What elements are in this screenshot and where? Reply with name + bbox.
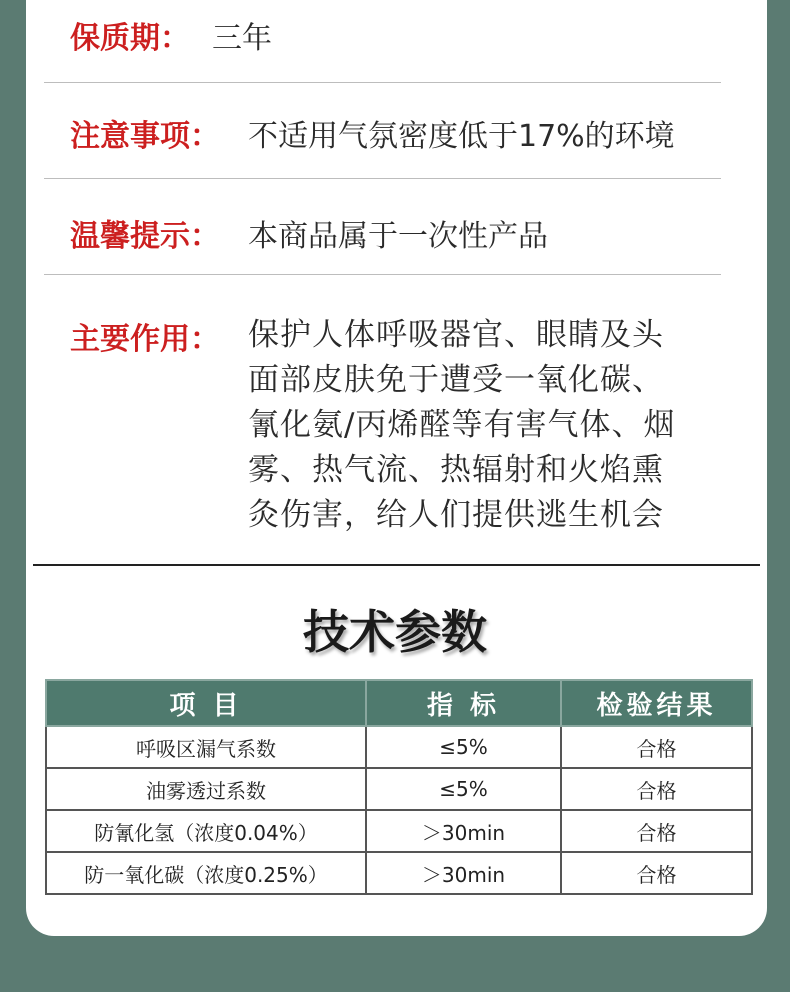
cell-indicator: ≤5% xyxy=(366,726,561,768)
usage-line: 灸伤害，给人们提供逃生机会 xyxy=(248,497,664,533)
section-title: 技术参数 xyxy=(303,605,487,659)
cell-item: 油雾透过系数 xyxy=(46,768,366,810)
table-row xyxy=(46,768,752,810)
header-indicator: 指 标 xyxy=(366,680,561,726)
usage-label: 主要作用： xyxy=(70,322,220,357)
divider xyxy=(44,274,721,275)
tip-value: 本商品属于一次性产品 xyxy=(248,219,548,254)
cell-indicator: ＞30min xyxy=(366,852,561,894)
header-item: 项 目 xyxy=(46,680,366,726)
table-row xyxy=(46,852,752,894)
usage-line: 氰化氨/丙烯醛等有害气体、烟 xyxy=(248,407,676,443)
cell-result: 合格 xyxy=(561,768,752,810)
notice-label: 注意事项： xyxy=(70,119,220,154)
usage-line: 雾、热气流、热辐射和火焰熏 xyxy=(248,452,664,488)
cell-item: 防氰化氢（浓度0.04%） xyxy=(46,810,366,852)
cell-result: 合格 xyxy=(561,726,752,768)
notice-value: 不适用气氛密度低于17%的环境 xyxy=(248,119,675,154)
divider xyxy=(44,178,721,179)
spec-table xyxy=(45,679,753,895)
table-row xyxy=(46,810,752,852)
table-header-row xyxy=(46,680,752,726)
tip-label: 温馨提示： xyxy=(70,219,220,254)
cell-indicator: ＞30min xyxy=(366,810,561,852)
table-row xyxy=(46,726,752,768)
cell-result: 合格 xyxy=(561,852,752,894)
usage-line: 面部皮肤免于遭受一氧化碳、 xyxy=(248,362,664,398)
shelf-life-label: 保质期： xyxy=(70,21,190,56)
shelf-life-value: 三年 xyxy=(212,21,272,56)
cell-result: 合格 xyxy=(561,810,752,852)
header-result: 检验结果 xyxy=(561,680,752,726)
section-divider xyxy=(33,564,760,566)
cell-indicator: ≤5% xyxy=(366,768,561,810)
usage-line: 保护人体呼吸器官、眼睛及头 xyxy=(248,317,664,353)
divider xyxy=(44,82,721,83)
usage-text xyxy=(248,313,738,538)
cell-item: 防一氧化碳（浓度0.25%） xyxy=(46,852,366,894)
cell-item: 呼吸区漏气系数 xyxy=(46,726,366,768)
